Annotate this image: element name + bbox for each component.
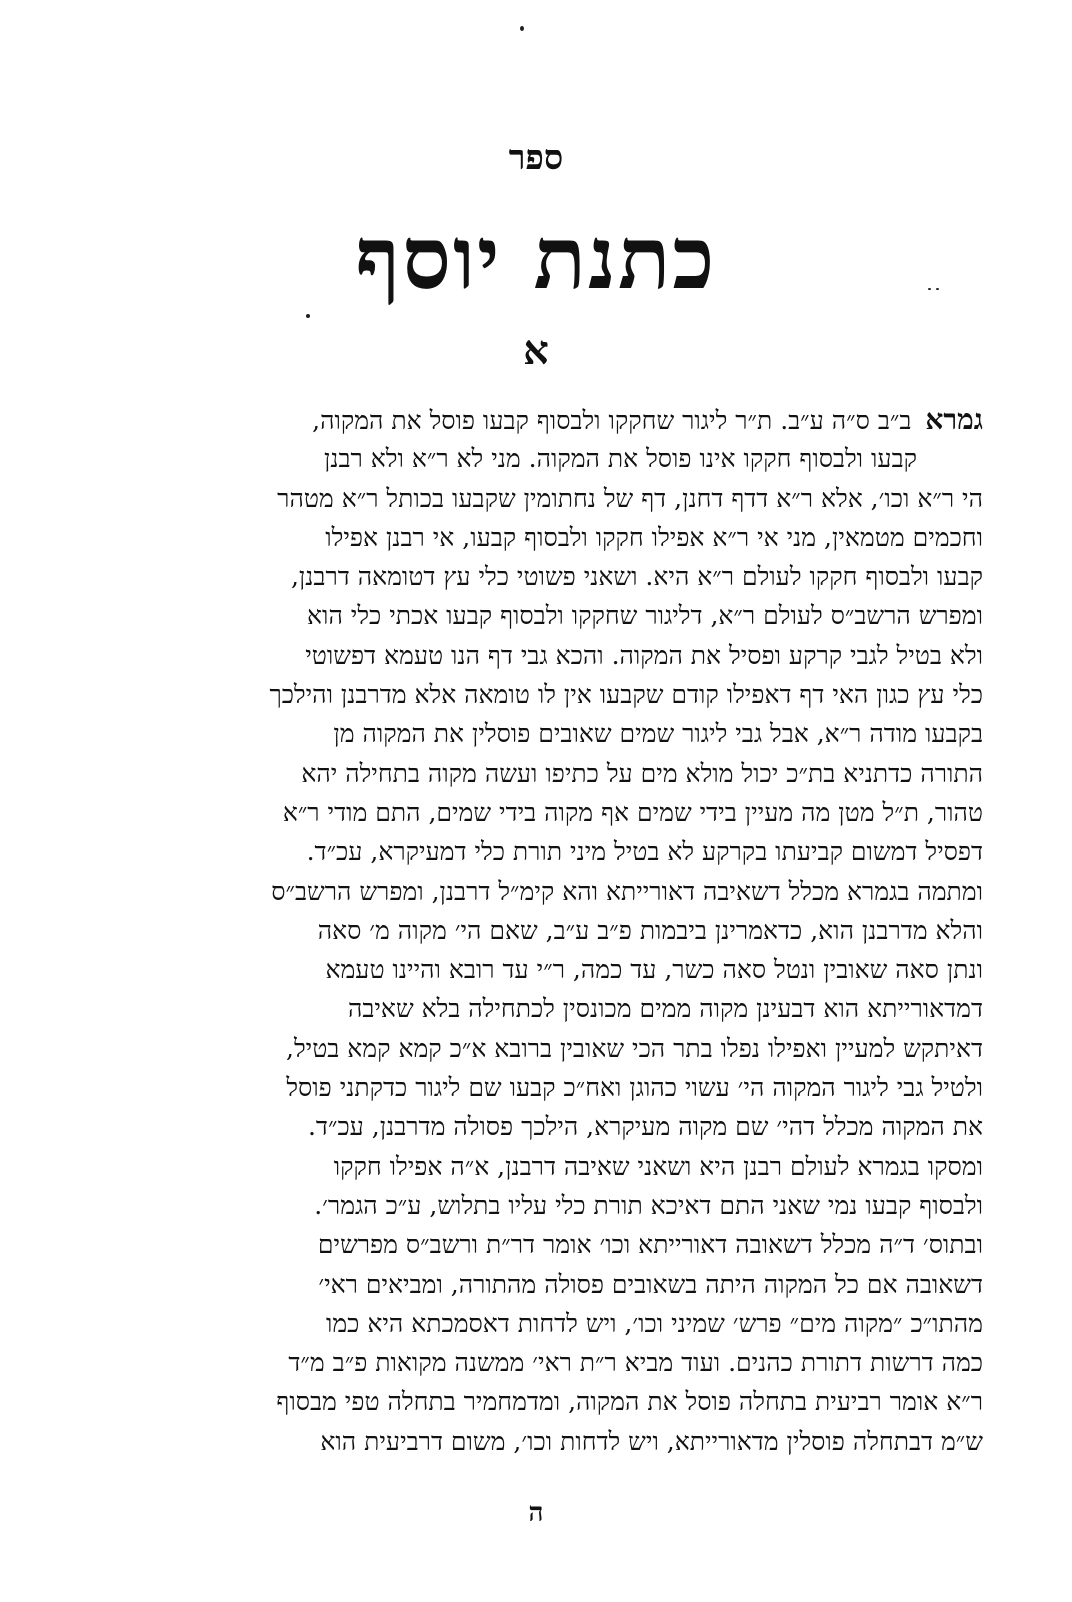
text-line <box>48 400 983 439</box>
book-label: ספר <box>508 138 564 178</box>
page-number: ה <box>528 1498 544 1528</box>
text-line: דאיתקש למעיין ואפילו נפלו בתר הכי שאובין ברובא א״כ קמא קמא בטיל, <box>286 1033 983 1063</box>
text-line: ש״מ דבתחלה פוסלין מדאורייתא, ויש לדחות וכו׳, משום דרביעית הוא <box>320 1426 983 1456</box>
book-title: כתנת יוסף <box>355 208 717 309</box>
text-line: בקבעו מודה ר״א, אבל גבי ליגור שמים שאובים פוסלין את המקוה מן <box>333 719 983 749</box>
text-line: ובתוס׳ ד״ה מכלל דשאובה דאורייתא וכו׳ אומר דר״ת ורשב״ס מפרשים <box>317 1230 983 1260</box>
text-line: ונתן סאה שאובין ונטל סאה כשר, עד כמה, ר״י עד רובא והיינו טעמא <box>325 955 983 985</box>
text-line: דפסיל דמשום קביעתו בקרקע לא בטיל מיני תורת כלי דמעיקרא, עכ״ד. <box>306 837 983 867</box>
body-text <box>48 400 983 1461</box>
text-line: טהור, ת״ל מטן מה מעיין בידי שמים אף מקוה בידי שמים, התם מודי ר״א <box>282 797 983 827</box>
text-line: ומסקו בגמרא לעולם רבנן היא ושאני שאיבה דרבנן, א״ה אפילו חקקו <box>333 1151 983 1181</box>
text-line: והלא מדרבנן הוא, כדאמרינן ביבמות פ״ב ע״ב, שאם הי׳ מקוה מ׳ סאה <box>317 915 983 945</box>
text-line: התורה כדתניא בת״כ יכול מולא מים על כתיפו ועשה מקוה בתחילה יהא <box>301 758 983 788</box>
text-line: ולבסוף קבעו נמי שאני התם דאיכא תורת כלי עליו בתלוש, ע״כ הגמר׳. <box>314 1190 983 1220</box>
text-line: ולטיל גבי ליגור המקוה הי׳ עשוי כהוגן ואח״כ קבעו שם ליגור כדקתני פוסל <box>286 1073 983 1103</box>
text-line: דמדאורייתא הוא דבעינן מקוה ממים מכונסין לכתחילה בלא שאיבה <box>347 994 983 1024</box>
text-line: ומתמה בגמרא מכלל דשאיבה דאורייתא והא קימ״ל דרבנן, ומפרש הרשב״ס <box>271 876 983 906</box>
text-line: מהתו״כ ״מקוה מים״ פרש׳ שמיני וכו׳, ויש לדחות דאסמכתא היא כמו <box>325 1308 983 1338</box>
text-line: ר״א אומר רביעית בתחלה פוסל את המקוה, ומדמחמיר בתחלה טפי מבסוף <box>276 1387 983 1417</box>
lead-word: גמרא <box>925 403 983 436</box>
print-speck <box>306 314 310 318</box>
print-speck <box>520 26 524 31</box>
text-line: את המקוה מכלל דהי׳ שם מקוה מעיקרא, הילכך פסולה מדרבנן, עכ״ד. <box>307 1112 983 1142</box>
text-line: קבעו ולבסוף חקקו אינו פוסל את המקוה. מני לא ר״א ולא רבנן <box>324 444 917 474</box>
text-line: ומפרש הרשב״ס לעולם ר״א, דליגור שחקקו ולבסוף קבעו אכתי כלי הוא <box>307 601 983 631</box>
text-line: הי ר״א וכו׳, אלא ר״א דדף דחנן, דף של נחתומין שקבעו בכותל ר״א מטהר <box>277 483 983 513</box>
text-line: קבעו ולבסוף חקקו לעולם ר״א היא. ושאני פשוטי כלי עץ דטומאה דרבנן, <box>290 562 983 592</box>
text-line: דשאובה אם כל המקוה היתה בשאובים פסולה מהתורה, ומביאים ראי׳ <box>318 1269 983 1299</box>
text-line: כמה דרשות דתורת כהנים. ועוד מביא ר״ת ראי׳ ממשנה מקואות פ״ב מ״ד <box>288 1348 983 1378</box>
first-line-text: ב״ב ס״ה ע״ב. ת״ר ליגור שחקקו ולבסוף קבעו פוסל את המקוה, <box>312 406 912 435</box>
text-line: כלי עץ כגון האי דף דאפילו קודם שקבעו אין לו טומאה אלא מדרבנן והילכך <box>269 680 983 710</box>
text-line: ולא בטיל לגבי קרקע ופסיל את המקוה. והכא גבי דף הנו טעמא דפשוטי <box>305 640 983 670</box>
text-line: וחכמים מטמאין, מני אי ר״א אפילו חקקו ולבסוף קבעו, אי רבנן אפילו <box>325 522 983 552</box>
chapter-number: א <box>523 327 549 374</box>
